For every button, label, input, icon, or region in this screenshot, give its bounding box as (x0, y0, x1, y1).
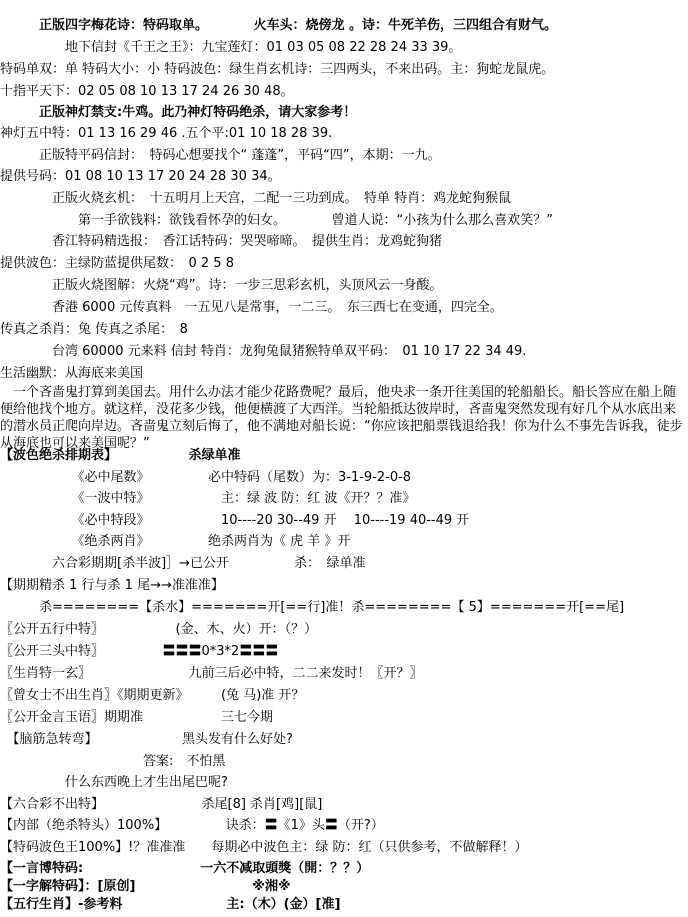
text-line: 《一波中特》 主：绿 波 防：红 波《开？？准》 (0, 491, 416, 506)
text-line: 提供波色：主绿防蓝提供尾数： 0 2 5 8 (0, 256, 234, 271)
text-line: 六合彩期期[杀半波]］→已公开 杀： 绿单准 (0, 556, 366, 571)
text-line: 《绝杀两肖》 绝杀两肖为《 虎 羊 》开 (0, 534, 351, 549)
section-heading: 【波色绝杀排期表】 杀绿单准 (0, 448, 241, 463)
text-line: 十指平天下：02 05 08 10 13 17 24 26 30 48。 (0, 84, 294, 99)
text-line: 《必中尾数》 必中特码（尾数）为：3-1-9-2-0-8 (0, 470, 412, 485)
humor-story: 一个吝啬鬼打算到美国去。用什么办法才能少花路费呢？最后，他央求一条开往美国的轮船船长。船长答应在船上随便给他找个地方。就这样，没花多少钱，他便横渡了大西洋。当轮船抵达彼岸时，吝啬鬼突然发现有好几个从水底出来的潜水员正爬向岸边。吝啬鬼立刻后悔了，他不满地对船长说：“你应该把船票钱退给我！你为什么不事先告诉我，徒步从海底也可以来美国呢？” (0, 385, 683, 451)
text-line: 正版火烧玄机： 十五明月上天宫，二配一三功到成。 特单 特肖：鸡龙蛇狗猴鼠 (0, 191, 512, 206)
text-line: 【一字解特码】：[原创] ※湘※ (0, 879, 291, 894)
text-line: 【一言博特码: 一六不减取頭獎（開：？？） (0, 861, 370, 876)
text-line: 特码单双：单 特码大小：小 特码波色：绿生肖玄机诗：三四两头，不来出码。主：狗蛇龙鼠虎。 (0, 62, 555, 77)
text-line: 正版四字梅花诗：特码取单。 火车头：烧傍龙 。诗：牛死羊伤，三四组合有财气。 (0, 18, 558, 33)
text-line: 正版特平码信封： 特码心想要找个“ 蓬蓬”，平码“四”，本期：一九。 (0, 148, 441, 163)
text-line: 台湾 60000 元来料 信封 特肖：龙狗兔鼠猪猴特单双平码： 01 10 17 22 34 49. (0, 344, 527, 359)
text-line: 【五行生肖】-参考料 主:（木）(金）[准] (0, 897, 341, 912)
text-line: 答案: 不怕黑 (0, 754, 226, 769)
text-line: 香江特码精选报： 香江话特码：哭哭啼啼。 提供生肖：龙鸡蛇狗猪 (0, 234, 443, 249)
text-line: 【期期精杀 1 行与杀 1 尾→→准准准】 (0, 578, 224, 593)
text-line: 正版火烧图解：火烧“鸡”。诗：一步三思彩玄机，头顶风云一身酸。 (0, 278, 443, 293)
text-line: 〖公开三头中特〗 〓〓〓0*3*2〓〓〓 (0, 644, 279, 659)
text-line: 〖生肖特一玄〗 九前三后必中特，二二来发时！〖开？〗 (0, 666, 423, 681)
text-line: 《必中特段》 10----20 30--49 开 10----19 40--49 开 (0, 513, 470, 528)
text-line: 【脑筋急转弯】 黑头发有什么好处? (0, 732, 293, 747)
text-line: 神灯五中特：01 13 16 29 46 .五个平:01 10 18 28 39. (0, 126, 333, 141)
text-line: 传真之杀肖：兔 传真之杀尾： 8 (0, 322, 188, 337)
text-line: 提供号码：01 08 10 13 17 20 24 28 30 34。 (0, 169, 281, 184)
section-heading: 生活幽默：从海底来美国 (0, 366, 144, 381)
text-line: 【六合彩不出特】 杀尾[8] 杀肖[鸡][鼠] (0, 797, 323, 812)
text-line: 【特码波色王100%】!？准准准 每期必中波色主：绿 防：红（只供参考，不做解释！） (0, 840, 528, 855)
text-line: 香港 6000 元传真料 一五见八是常事，一二三。 东三西七在变通，四完全。 (0, 300, 503, 315)
text-line: 什么东西晚上才生出尾巴呢? (0, 775, 228, 790)
text-line: 〖公开五行中特〗 (金、木、火）开：（？） (0, 622, 318, 637)
text-line: 第一手欲钱料：欲钱看怀孕的妇女。 曾道人说：“小孩为什么那么喜欢笑？” (0, 213, 553, 228)
text-line: 杀========【杀水】=======开[==行]准！杀========【 5】=======开[==尾] (0, 600, 625, 615)
text-line: 正版神灯禁支:牛鸡。此乃神灯特码绝杀，请大家参考！ (0, 105, 357, 120)
text-line: 〖曾女士不出生肖〗《期期更新》 (兔 马)准 开？ (0, 688, 305, 703)
text-line: 〖公开金言玉语〗期期准 三七今期 (0, 710, 274, 725)
text-line: 【内部（绝杀特头）100%】 诀杀：〓《1》头〓（开?） (0, 818, 384, 833)
text-line: 地下信封《千王之王》：九宝莲灯：01 03 05 08 22 28 24 33 39。 (0, 40, 462, 55)
